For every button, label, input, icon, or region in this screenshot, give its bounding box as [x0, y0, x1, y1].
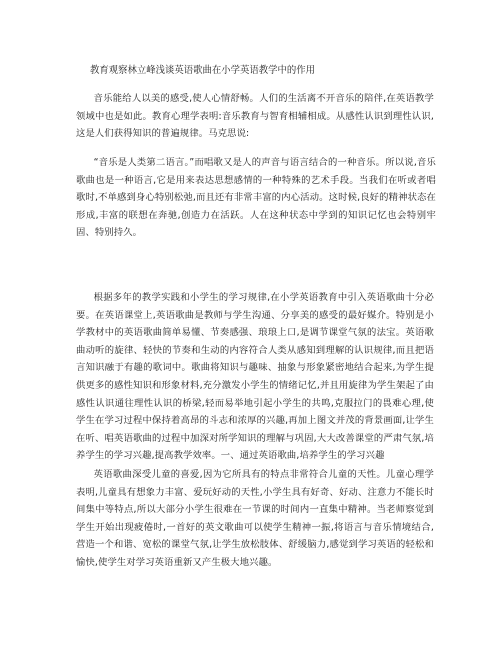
paragraph-intro: 音乐能给人以美的感受,使人心情舒畅。人们的生活离不开音乐的陪伴,在英语教学领域中也是如此。教育心理学表明:音乐教育与智育相辅相成。从感性认识到理性认识,这是人们获得知识的普遍规律。马克思说:	[76, 93, 434, 140]
document-title: 教育观察林立峰浅谈英语歌曲在小学英语教学中的作用	[90, 65, 316, 76]
paragraph-quote: “音乐是人类第二语言。”而唱歌又是人的声音与语言结合的一种音乐。所以说,音乐歌曲也是一种语言,它是用来表达思想感情的一种特殊的艺术手段。当我们在听或者唱歌时,不单感到身心特别松弛,而且还有非常丰富的内心活动。这时候,良好的精神状态在形成,丰富的联想在奔驰,创造力在活跃。人在这种状态中学到的知识记忆也会特别牢固、特别持久。	[76, 157, 436, 239]
paragraph-teaching-practice: 根据多年的教学实践和小学生的学习规律,在小学英语教育中引入英语歌曲十分必要。在英语课堂上,英语歌曲是教师与学生沟通、分享美的感受的最好媒介。特别是小学教材中的英语歌曲简单易懂、节奏感强、琅琅上口,是调节课堂气氛的法宝。英语歌曲动听的旋律、轻快的节奏和生动的内容符合人类从感知到理解的认识规律,而且把语言知识融于有趣的歌词中。歌曲将知识与趣味、抽象与形象紧密地结合起来,为学生提供更多的感性知识和形象材料,充分激发小学生的情绪记忆,并且用旋律为学生架起了由感性认识通往理性认识的桥梁,轻而易举地引起小学生的共鸣,克服拉门的畏难心理,使学生在学习过程中保持着高昂的斗志和浓厚的兴趣,再加上图文并茂的背景画面,让学生在听、唱英语歌曲的过程中加深对所学知识的理解与巩固,大大改善课堂的严肃气氛,培养学生的学习兴趣,提高教学效率。一、通过英语歌曲,培养学生的学习兴趣	[76, 292, 434, 462]
paragraph-children-nature: 英语歌曲深受儿童的喜爱,因为它所具有的特点非常符合儿童的天性。儿童心理学表明,儿童具有想象力丰富、爱玩好动的天性,小学生具有好奇、好动、注意力不能长时间集中等特点,所以大部分小学生很难在一节课的时间内一直集中精神。当老师察觉到学生开始出现疲倦时,一首好的英文歌曲可以使学生精神一振,将语言与音乐情境结合,营造一个和谐、宽松的课堂气氛,让学生放松肢体、舒缓脑力,感觉到学习英语的轻松和愉快,使学生对学习英语重新又产生极大地兴趣。	[76, 469, 434, 568]
